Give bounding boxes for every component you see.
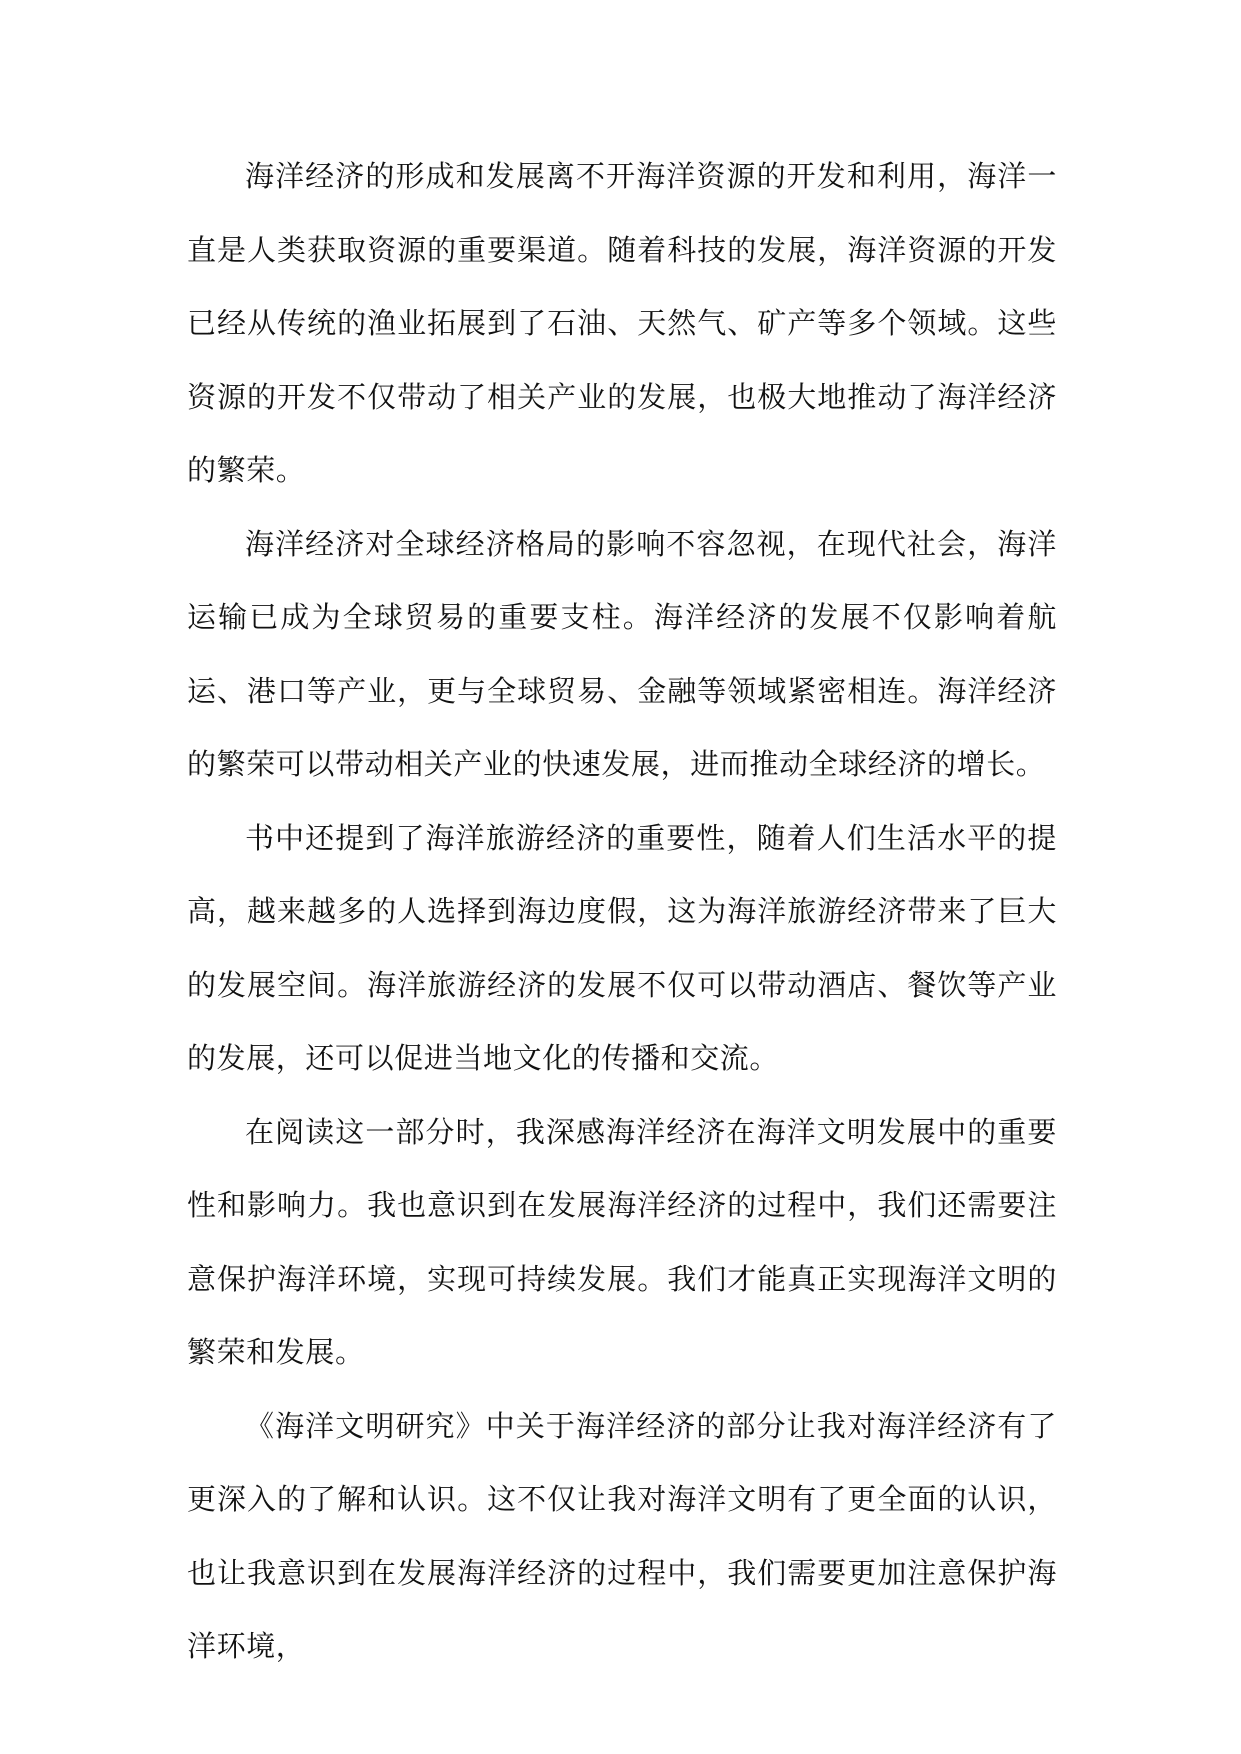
paragraph-5: 《海洋文明研究》中关于海洋经济的部分让我对海洋经济有了更深入的了解和认识。这不仅让我对海洋文明有了更全面的认识，也让我意识到在发展海洋经济的过程中，我们需要更加注意保护海洋环境， [187, 1408, 1057, 1663]
paragraph-1: 海洋经济的形成和发展离不开海洋资源的开发和利用，海洋一直是人类获取资源的重要渠道。随着科技的发展，海洋资源的开发已经从传统的渔业拓展到了石油、天然气、矿产等多个领域。这些资源的开发不仅带动了相关产业的发展，也极大地推动了海洋经济的繁荣。 [187, 159, 1057, 487]
paragraph-2: 海洋经济对全球经济格局的影响不容忽视，在现代社会，海洋运输已成为全球贸易的重要支柱。海洋经济的发展不仅影响着航运、港口等产业，更与全球贸易、金融等领域紧密相连。海洋经济的繁荣可以带动相关产业的快速发展，进而推动全球经济的增长。 [187, 526, 1057, 781]
body-text [187, 140, 1057, 1684]
paragraph-3: 书中还提到了海洋旅游经济的重要性，随着人们生活水平的提高，越来越多的人选择到海边度假，这为海洋旅游经济带来了巨大的发展空间。海洋旅游经济的发展不仅可以带动酒店、餐饮等产业的发展，还可以促进当地文化的传播和交流。 [187, 820, 1057, 1075]
paragraph-4: 在阅读这一部分时，我深感海洋经济在海洋文明发展中的重要性和影响力。我也意识到在发展海洋经济的过程中，我们还需要注意保护海洋环境，实现可持续发展。我们才能真正实现海洋文明的繁荣和发展。 [187, 1114, 1057, 1369]
